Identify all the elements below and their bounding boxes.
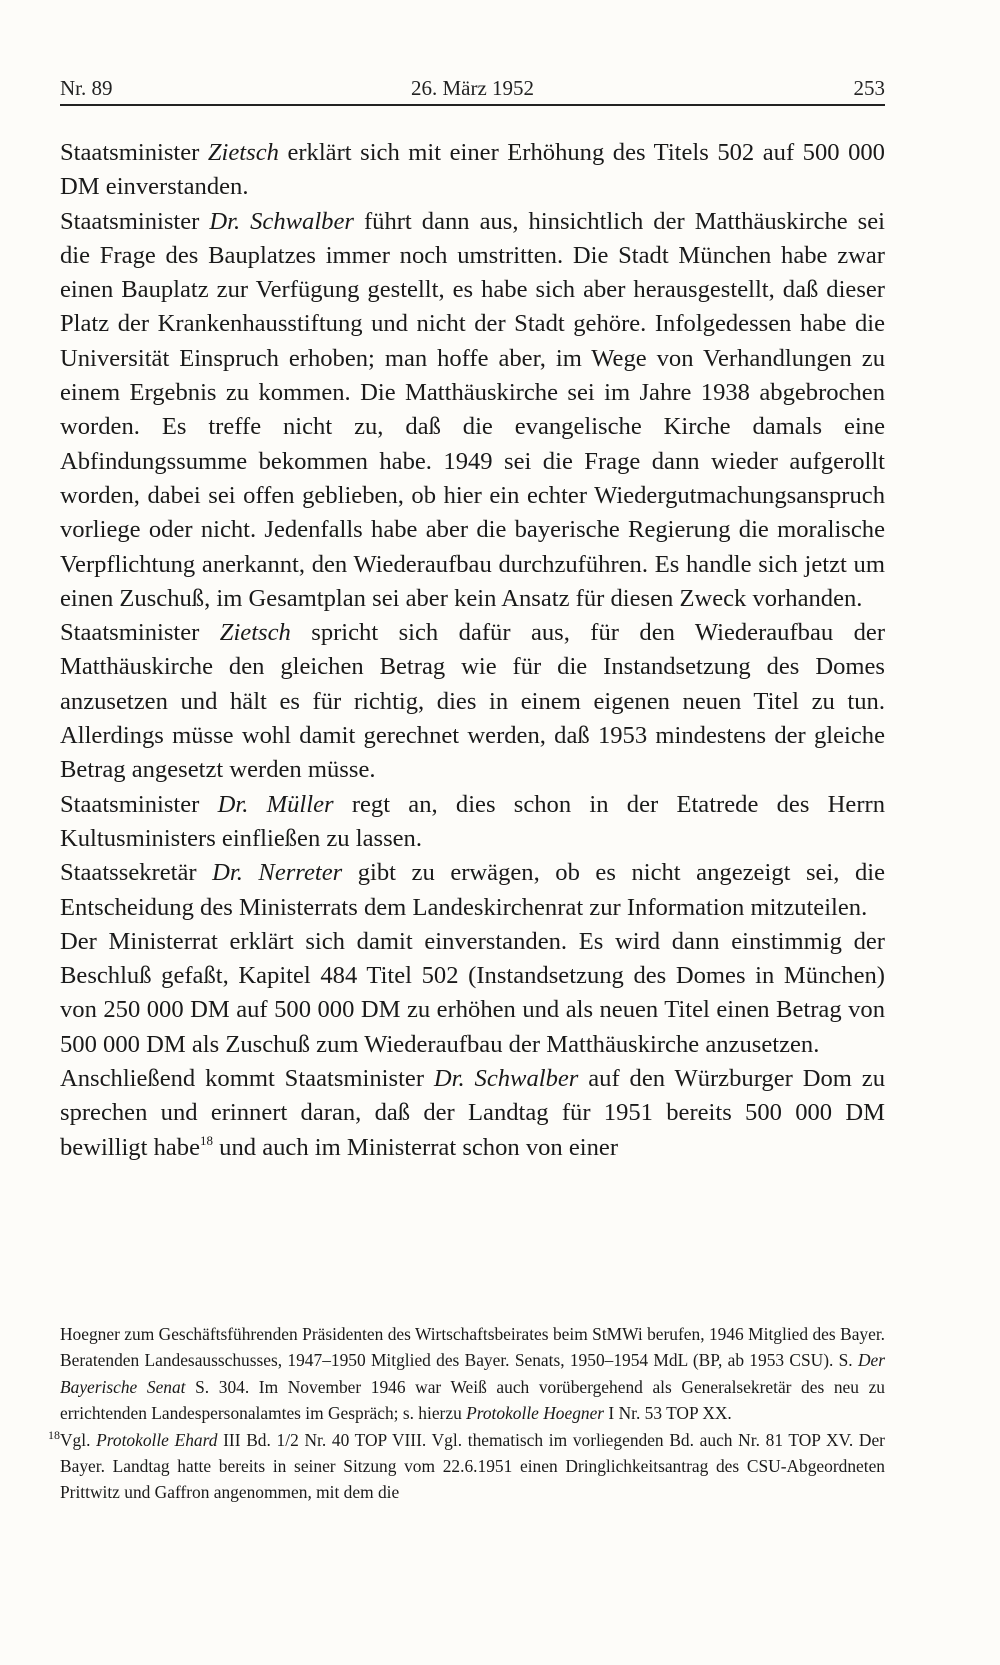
text-run: Staatssekretär xyxy=(60,859,213,887)
text-run: führt dann aus, hinsichtlich der Matthäuskirche sei die Frage des Bauplatzes immer noch umstritten. Die Stadt München habe zwar einen Bauplatz zur Verfügung gestellt, es habe sich aber herausgestellt, daß dieser Platz der Krankenhausstiftung und nicht der Stadt gehöre. Infolgedessen habe die Universität Einspruch erhoben; man hoffe aber, im Wege von Verhandlungen zu einem Ergebnis zu kommen. Die Matthäuskirche sei im Jahre 1938 abgebrochen worden. Es treffe nicht zu, daß die evangelische Kirche damals eine Abfindungssumme bekommen habe. 1949 sei die Frage dann wieder aufgerollt worden, dabei sei offen geblieben, ob hier ein echter Wiedergutmachungsanspruch vorliege oder nicht. Jedenfalls habe aber die bayerische Regierung die moralische Verpflichtung anerkannt, den Wiederaufbau durchzuführen. Es handle sich jetzt um einen Zuschuß, im Gesamtplan sei aber kein Ansatz für diesen Zweck vorhanden. xyxy=(60,207,885,612)
italic-name: Zietsch xyxy=(207,139,279,166)
text-run: Anschließend kommt Staatsminister xyxy=(60,1065,434,1093)
document-number: Nr. 89 xyxy=(60,76,113,100)
text-run: Der Ministerrat erklärt sich damit einverstanden. Es wird dann einstimmig der Beschluß gefaßt, Kapitel 484 Titel 502 (Instandsetzung des Domes in München) von 250 000 DM auf 500 000 DM zu erhöhen und als neuen Titel einen Betrag von 500 000 DM als Zuschuß zum Wiederaufbau der Matthäuskirche anzusetzen. xyxy=(60,927,885,1058)
paragraph xyxy=(60,788,885,857)
text-run: Staatsminister xyxy=(60,619,220,647)
footnotes xyxy=(48,1321,885,1506)
text-run: und auch im Ministerrat schon von einer xyxy=(213,1133,619,1161)
header-date: 26. März 1952 xyxy=(410,76,535,100)
footnote-number: 18 xyxy=(48,1427,60,1442)
paragraph xyxy=(60,616,885,787)
text-run: Hoegner zum Geschäftsführenden Präsidenten des Wirtschaftsbeirates beim StMWi berufen, 1946 Mitglied des Bayer. Beratenden Landesausschusses, 1947–1950 Mitglied des Bayer. Senats, 1950–1954 MdL (BP, ab 1953 CSU). S. xyxy=(60,1324,885,1371)
text-run: erklärt sich mit einer Erhöhung des Titels 502 auf 500 000 DM einverstanden. xyxy=(60,139,885,201)
italic-name: Protokolle Ehard xyxy=(96,1429,218,1450)
text-run: S. 304. Im November 1946 war Weiß auch vorübergehend als Generalsekretär des neu zu errichtenden Landespersonalamtes im Gespräch; s. hierzu xyxy=(60,1376,885,1424)
text-run: Staatsminister xyxy=(60,207,210,235)
text-run: auf den Würzburger Dom zu sprechen und erinnert daran, daß der Landtag für 1951 bereits 500 000 DM bewilligt habe xyxy=(60,1065,885,1161)
text-run: regt an, dies schon in der Etatrede des Herrn Kultusministers einfließen zu lassen. xyxy=(60,790,886,852)
italic-name: Dr. Nerreter xyxy=(212,859,343,887)
paragraph xyxy=(60,1062,885,1165)
text-run: Staatsminister xyxy=(60,139,208,166)
text-run: Staatsminister xyxy=(60,790,218,818)
text-run: gibt zu erwägen, ob es nicht angezeigt sei, die Entscheidung des Ministerrats dem Landeskirchenrat zur Information mitzuteilen. xyxy=(60,859,885,921)
header-rule xyxy=(60,104,885,106)
paragraph xyxy=(60,856,885,925)
paragraph xyxy=(60,925,885,1062)
text-run: Vgl. xyxy=(60,1429,97,1450)
page-number: 253 xyxy=(853,76,885,100)
footnote-reference: 18 xyxy=(200,1132,214,1148)
footnote-continuation xyxy=(60,1321,885,1427)
footnote xyxy=(48,1427,885,1506)
paragraph xyxy=(60,205,885,617)
main-text xyxy=(60,136,885,1165)
italic-name: Dr. Schwalber xyxy=(209,207,354,235)
italic-name: Dr. Müller xyxy=(217,790,334,818)
italic-name: Der Bayerische Senat xyxy=(60,1350,885,1397)
text-run: I Nr. 53 TOP XX. xyxy=(604,1403,732,1424)
italic-name: Dr. Schwalber xyxy=(433,1065,579,1093)
italic-name: Protokolle Hoegner xyxy=(466,1403,605,1424)
paragraph xyxy=(60,136,885,205)
text-run: III Bd. 1/2 Nr. 40 TOP VIII. Vgl. thematisch im vorliegenden Bd. auch Nr. 81 TOP XV. Der Bayer. Landtag hatte bereits in seiner Sitzung vom 22.6.1951 einen Dringlichkeitsantrag des CSU-Abgeordneten Prittwitz und Gaffron angenommen, mit dem die xyxy=(60,1429,885,1503)
running-header xyxy=(60,76,885,106)
italic-name: Zietsch xyxy=(219,619,291,647)
text-run: spricht sich dafür aus, für den Wiederaufbau der Matthäuskirche den gleichen Betrag wie für die Instandsetzung des Domes anzusetzen und hält es für richtig, dies in einem eigenen neuen Titel zu tun. Allerdings müsse wohl damit gerechnet werden, daß 1953 mindestens der gleiche Betrag angesetzt werden müsse. xyxy=(60,619,886,784)
